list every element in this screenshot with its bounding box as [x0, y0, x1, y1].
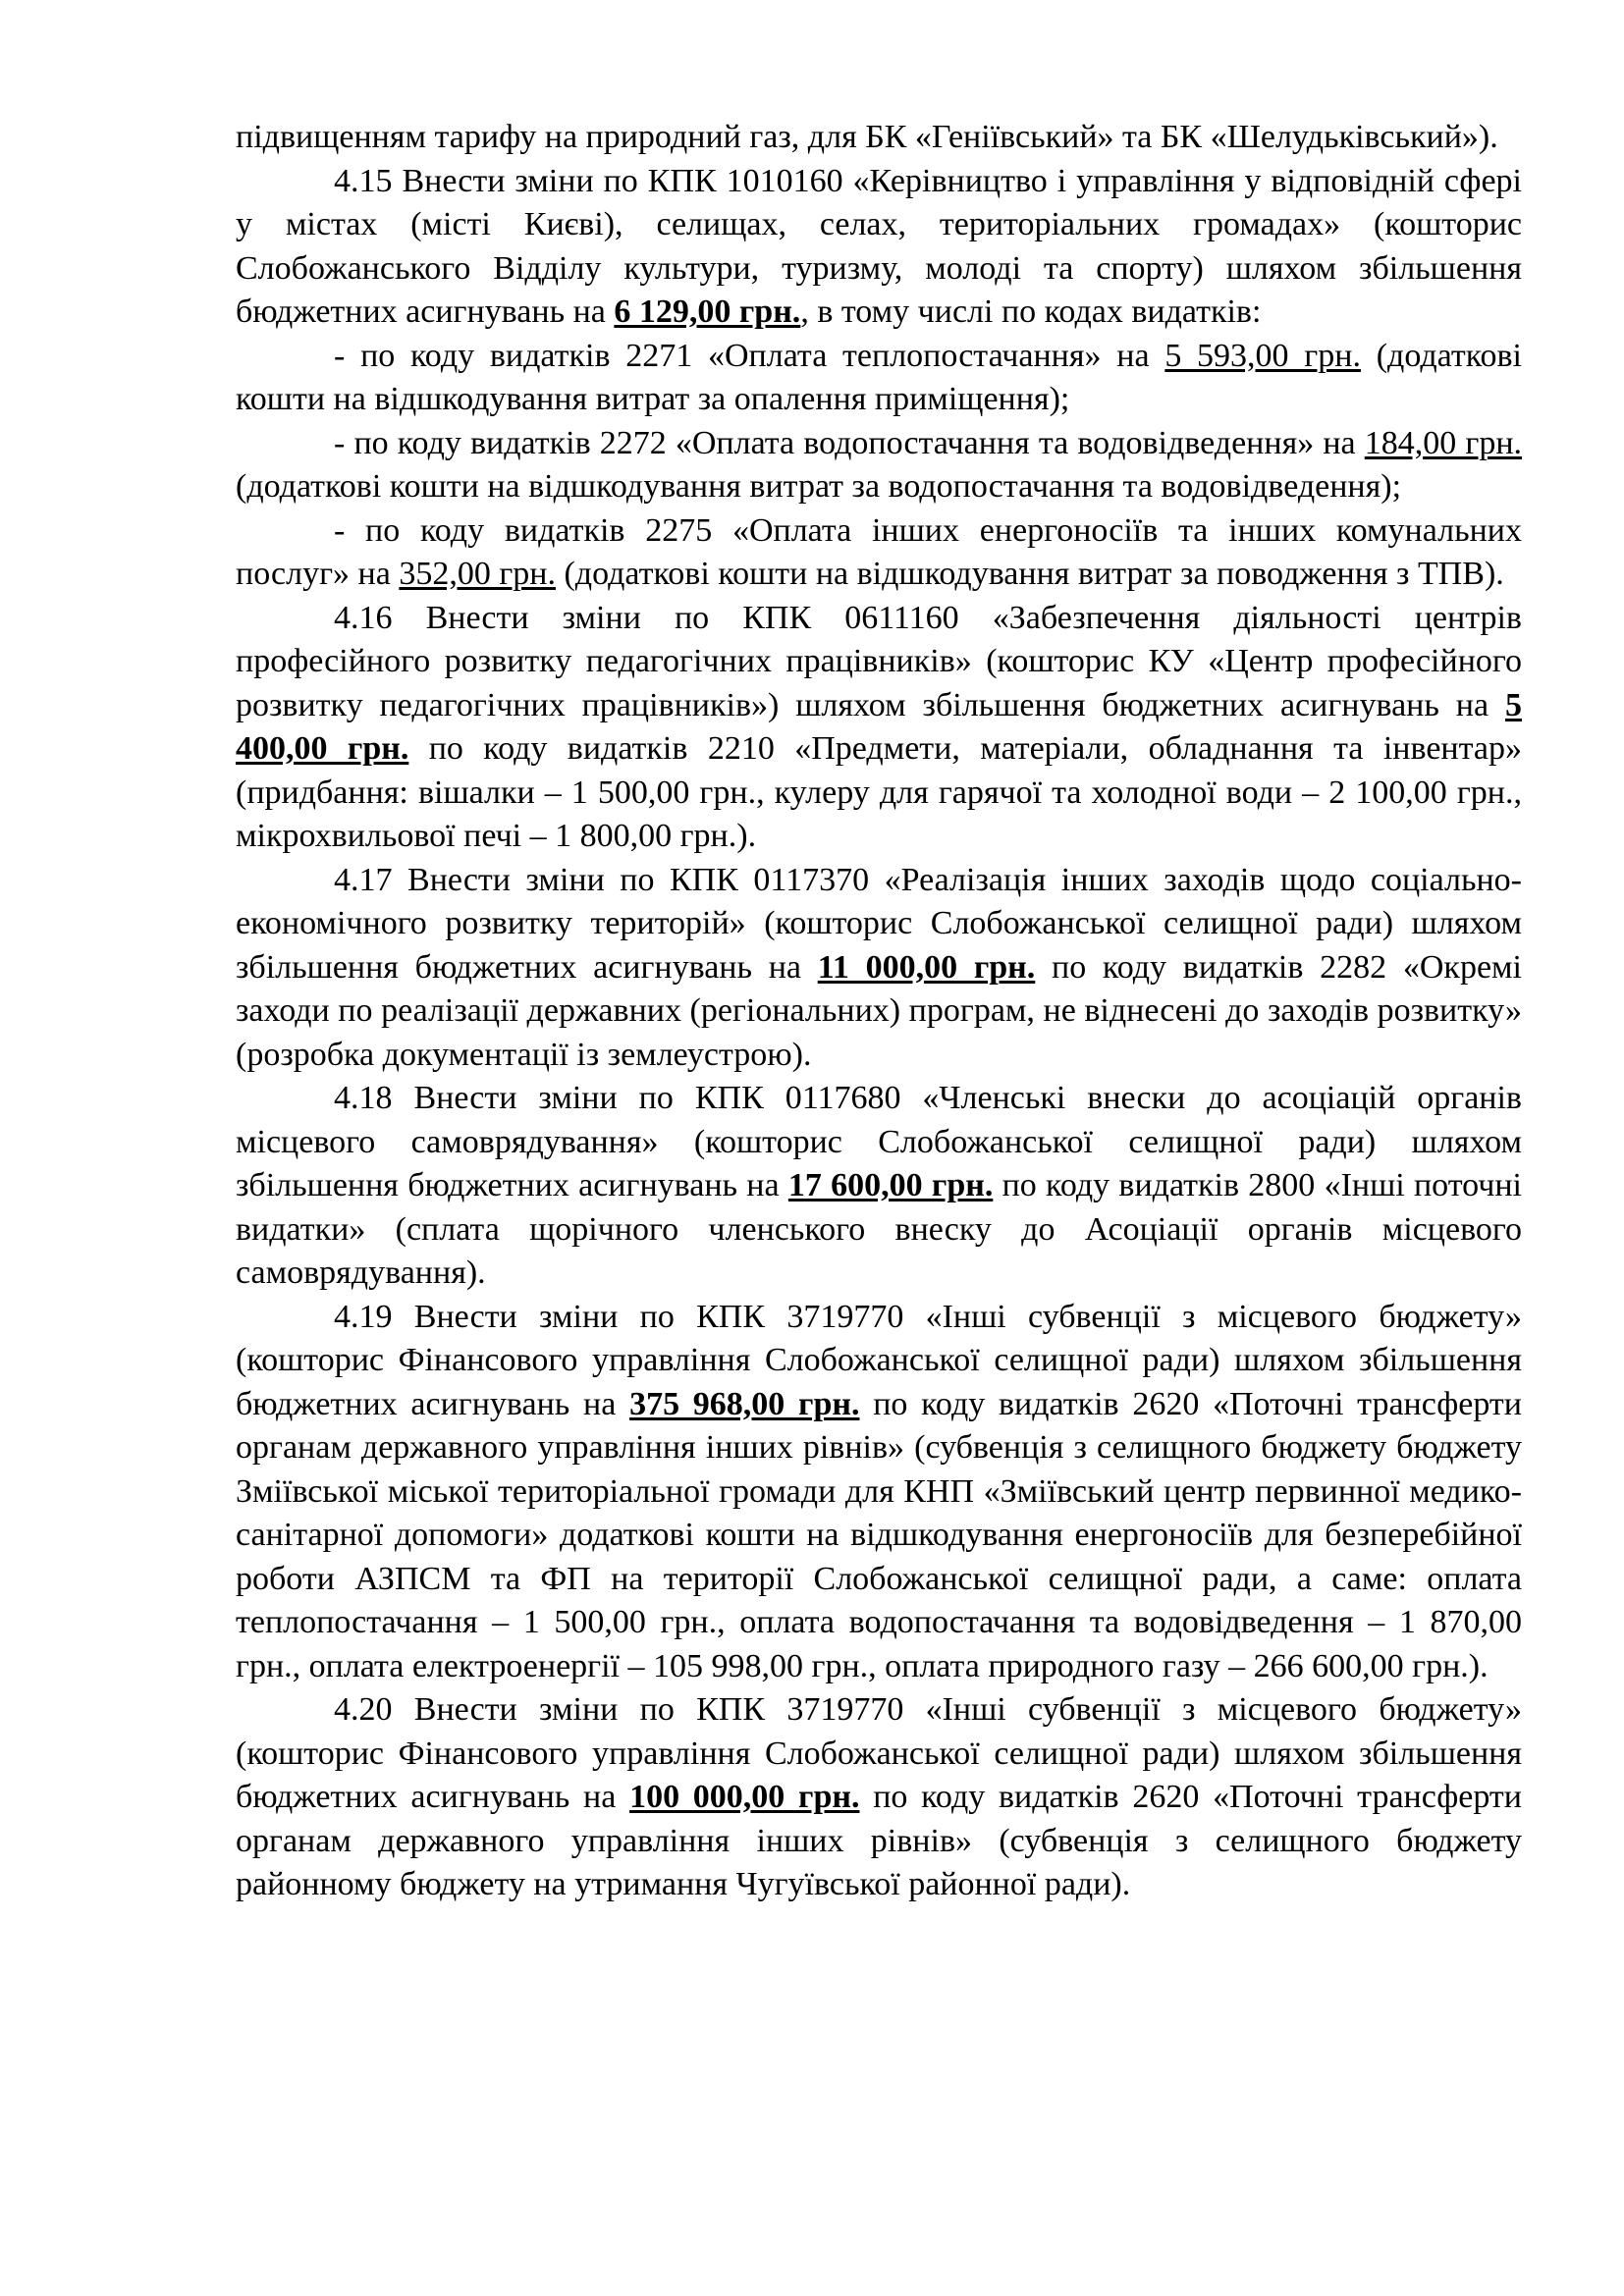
amount-total: 11 000,00 грн.: [817, 948, 1036, 986]
text-run: 4.18 Внести зміни по КПК 0117680 «Членські внески до асоціацій органів місцевого самоврядування» (кошторис Слобожанської селищної ради) шляхом збільшення бюджетних асигнувань на: [236, 1080, 1522, 1203]
amount-item: 5 593,00 грн.: [1164, 337, 1361, 374]
paragraph-4-18: [236, 1077, 1522, 1296]
paragraph-4-15: [236, 160, 1522, 335]
amount-item: 352,00 грн.: [399, 556, 556, 592]
amount-total: 6 129,00 грн.: [614, 294, 801, 330]
paragraph-4-15-item-2272: [236, 422, 1522, 509]
amount-total: 5 400,00 грн.: [236, 686, 1522, 767]
paragraph-4-19: [236, 1296, 1522, 1689]
text-run: 4.20 Внести зміни по КПК 3719770 «Інші субвенції з місцевого бюджету» (кошторис Фінансового управління Слобожанської селищної ради) шляхом збільшення бюджетних асигнувань на: [236, 1691, 1522, 1815]
text-run: по коду видатків 2620 «Поточні трансферти органам державного управління інших рівнів» (субвенція з селищного бюджету районному бюджету на утримання Чугуївської районної ради).: [236, 1779, 1522, 1902]
text-run: по коду видатків 2800 «Інші поточні видатки» (сплата щорічного членського внеску до Асоціації органів місцевого самоврядування).: [236, 1167, 1522, 1291]
text-run: (додаткові кошти на відшкодування витрат за опалення приміщення);: [236, 337, 1523, 417]
amount-total: 100 000,00 грн.: [629, 1779, 860, 1815]
text-run: 4.15 Внести зміни по КПК 1010160 «Керівництво і управління у відповідній сфері у містах (місті Києві), селищах, селах, територіальних громадах» (кошторис Слобожанського Відділу культури, туризму, молоді та спорту) шляхом збільшення бюджетних асигнувань на: [236, 162, 1522, 330]
document-page: [236, 116, 1522, 1907]
text-run: - по коду видатків 2272 «Оплата водопостачання та водовідведення» на: [334, 424, 1365, 461]
text-run: 4.16 Внести зміни по КПК 0611160 «Забезпечення діяльності центрів професійного розвитку педагогічних працівників» (кошторис КУ «Центр професійного розвитку педагогічних працівників») шляхом збільшення бюджетних асигнувань на: [236, 599, 1522, 723]
text-run: (додаткові кошти на відшкодування витрат за водопостачання та водовідведення);: [236, 468, 1402, 505]
text-run: - по коду видатків 2275 «Оплата інших енергоносіїв та інших комунальних послуг» на: [236, 511, 1522, 592]
text-run: , в тому числі по кодах видатків:: [800, 294, 1262, 330]
text-run: 4.17 Внести зміни по КПК 0117370 «Реалізація інших заходів щодо соціально-економічного розвитку територій» (кошторис Слобожанської селищної ради) шляхом збільшення бюджетних асигнувань на: [236, 861, 1522, 986]
amount-item: 184,00 грн.: [1364, 424, 1523, 461]
paragraph-continuation: [236, 116, 1522, 160]
text-run: підвищенням тарифу на природний газ, для БК «Геніївський» та БК «Шелудьківський»).: [236, 119, 1498, 155]
paragraph-4-17: [236, 859, 1522, 1078]
paragraph-4-15-item-2271: [236, 335, 1522, 422]
paragraph-4-15-item-2275: [236, 509, 1522, 597]
text-run: 4.19 Внести зміни по КПК 3719770 «Інші субвенції з місцевого бюджету» (кошторис Фінансового управління Слобожанської селищної ради) шляхом збільшення бюджетних асигнувань на: [236, 1298, 1522, 1422]
paragraph-4-20: [236, 1688, 1522, 1907]
amount-total: 375 968,00 грн.: [629, 1385, 860, 1422]
text-run: по коду видатків 2282 «Окремі заходи по реалізації державних (регіональних) програм, не віднесені до заходів розвитку» (розробка документації із землеустрою).: [236, 948, 1522, 1073]
text-run: по коду видатків 2210 «Предмети, матеріали, обладнання та інвентар» (придбання: вішалки – 1 500,00 грн., кулеру для гарячої та холодної води – 2 100,00 грн., мікрохвильової печі – 1 800,00 грн.).: [236, 730, 1522, 854]
text-run: (додаткові кошти на відшкодування витрат за поводження з ТПВ).: [555, 556, 1504, 592]
amount-total: 17 600,00 грн.: [787, 1167, 994, 1203]
text-run: - по коду видатків 2271 «Оплата теплопостачання» на: [334, 337, 1165, 374]
text-run: по коду видатків 2620 «Поточні трансферти органам державного управління інших рівнів» (субвенція з селищного бюджету бюджету Зміївської міської територіальної громади для КНП «Зміївський центр первинної медико-санітарної допомоги» додаткові кошти на відшкодування енергоносіїв для безперебійної роботи АЗПСМ та ФП на території Слобожанської селищної ради, а саме: оплата теплопостачання – 1 500,00 грн., оплата водопостачання та водовідведення – 1 870,00 грн., оплата електроенергії – 105 998,00 грн., оплата природного газу – 266 600,00 грн.).: [236, 1385, 1522, 1684]
paragraph-4-16: [236, 597, 1522, 859]
